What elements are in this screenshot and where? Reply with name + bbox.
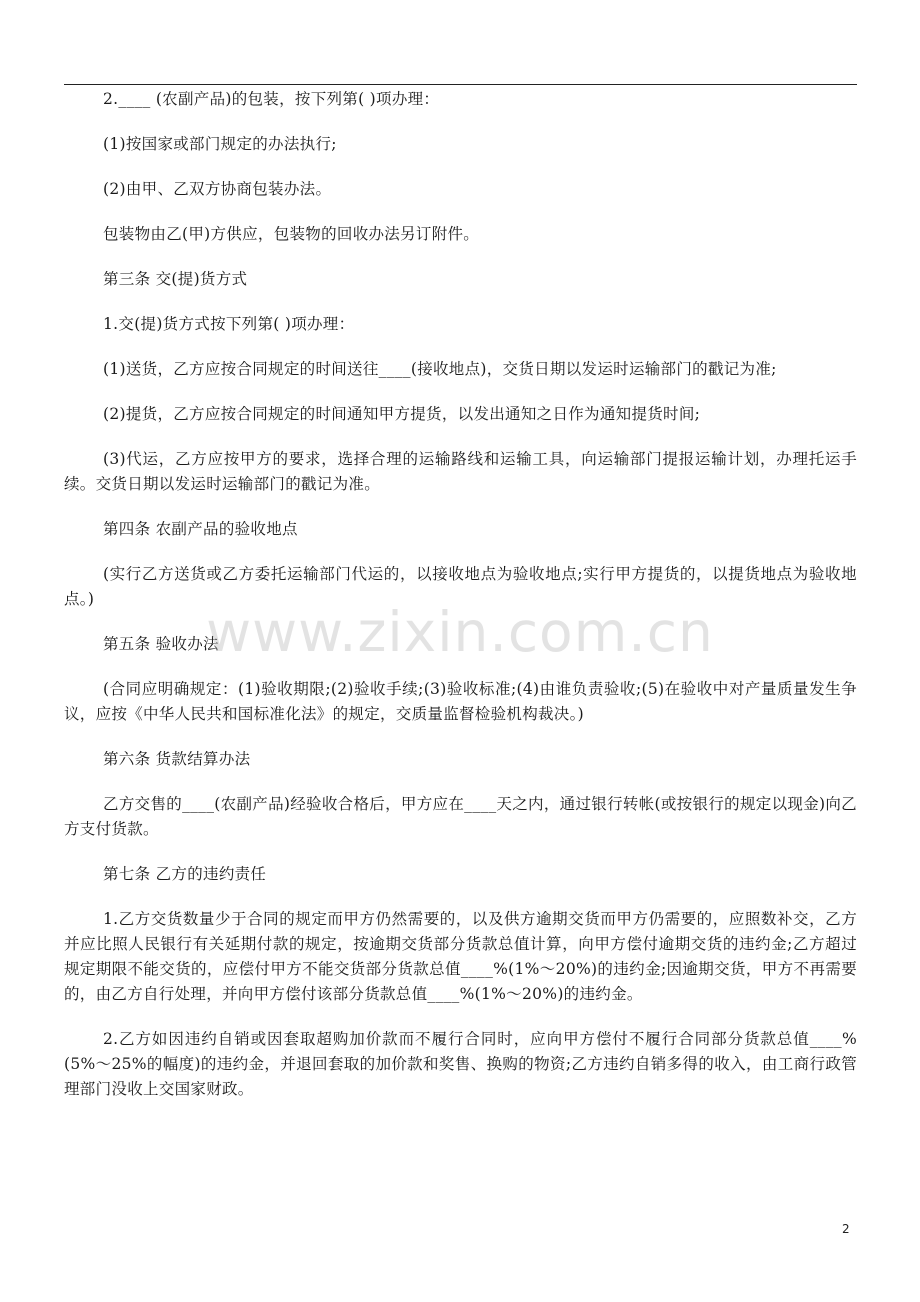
article-heading: 第六条 货款结算办法 bbox=[103, 750, 251, 768]
paragraph: (1)送货，乙方应按合同规定的时间送往____(接收地点)，交货日期以发运时运输部门的戳记为准; bbox=[103, 360, 777, 378]
paragraph: (1)按国家或部门规定的办法执行; bbox=[103, 135, 337, 153]
paragraph: 包装物由乙(甲)方供应，包装物的回收办法另订附件。 bbox=[103, 225, 480, 243]
article-heading: 第三条 交(提)货方式 bbox=[103, 270, 248, 288]
paragraph: (实行乙方送货或乙方委托运输部门代运的，以接收地点为验收地点;实行甲方提货的，以提货地点为验收地点。) bbox=[64, 565, 857, 608]
paragraph: (2)提货，乙方应按合同规定的时间通知甲方提货，以发出通知之日作为通知提货时间; bbox=[103, 405, 701, 423]
paragraph: 1.乙方交货数量少于合同的规定而甲方仍然需要的，以及供方逾期交货而甲方仍需要的，应照数补交，乙方并应比照人民银行有关延期付款的规定，按逾期交货部分货款总值计算，向甲方偿付逾期交货的违约金;乙方超过规定期限不能交货的，应偿付甲方不能交货部分货款总值____%(1%～20%)的违约金;因逾期交货，甲方不再需要的，由乙方自行处理，并向甲方偿付该部分货款总值____%(1%～20%)的违约金。 bbox=[64, 910, 857, 1003]
article-heading: 第七条 乙方的违约责任 bbox=[103, 865, 267, 883]
document-body bbox=[64, 86, 857, 1122]
paragraph: (3)代运，乙方应按甲方的要求，选择合理的运输路线和运输工具，向运输部门提报运输计划，办理托运手续。交货日期以发运时运输部门的戳记为准。 bbox=[64, 450, 857, 493]
article-heading: 第四条 农副产品的验收地点 bbox=[103, 520, 298, 538]
paragraph: 2.____ (农副产品)的包装，按下列第( )项办理： bbox=[103, 90, 440, 108]
paragraph: (2)由甲、乙双方协商包装办法。 bbox=[103, 180, 332, 198]
paragraph: 1.交(提)货方式按下列第( )项办理： bbox=[103, 315, 355, 333]
paragraph: (合同应明确规定：(1)验收期限;(2)验收手续;(3)验收标准;(4)由谁负责验收;(5)在验收中对产量质量发生争议，应按《中华人民共和国标准化法》的规定，交质量监督检验机构裁决。) bbox=[64, 680, 857, 723]
article-heading: 第五条 验收办法 bbox=[103, 635, 219, 653]
paragraph: 2.乙方如因违约自销或因套取超购加价款而不履行合同时，应向甲方偿付不履行合同部分货款总值____%(5%～25%的幅度)的违约金，并退回套取的加价款和奖售、换购的物资;乙方违约自销多得的收入，由工商行政管理部门没收上交国家财政。 bbox=[64, 1030, 857, 1098]
header-rule bbox=[64, 84, 857, 85]
paragraph: 乙方交售的____(农副产品)经验收合格后，甲方应在____天之内，通过银行转帐(或按银行的规定以现金)向乙方支付货款。 bbox=[64, 795, 857, 838]
page-number: 2 bbox=[842, 1222, 850, 1236]
watermark: www.zixin.com.cn bbox=[206, 600, 714, 664]
